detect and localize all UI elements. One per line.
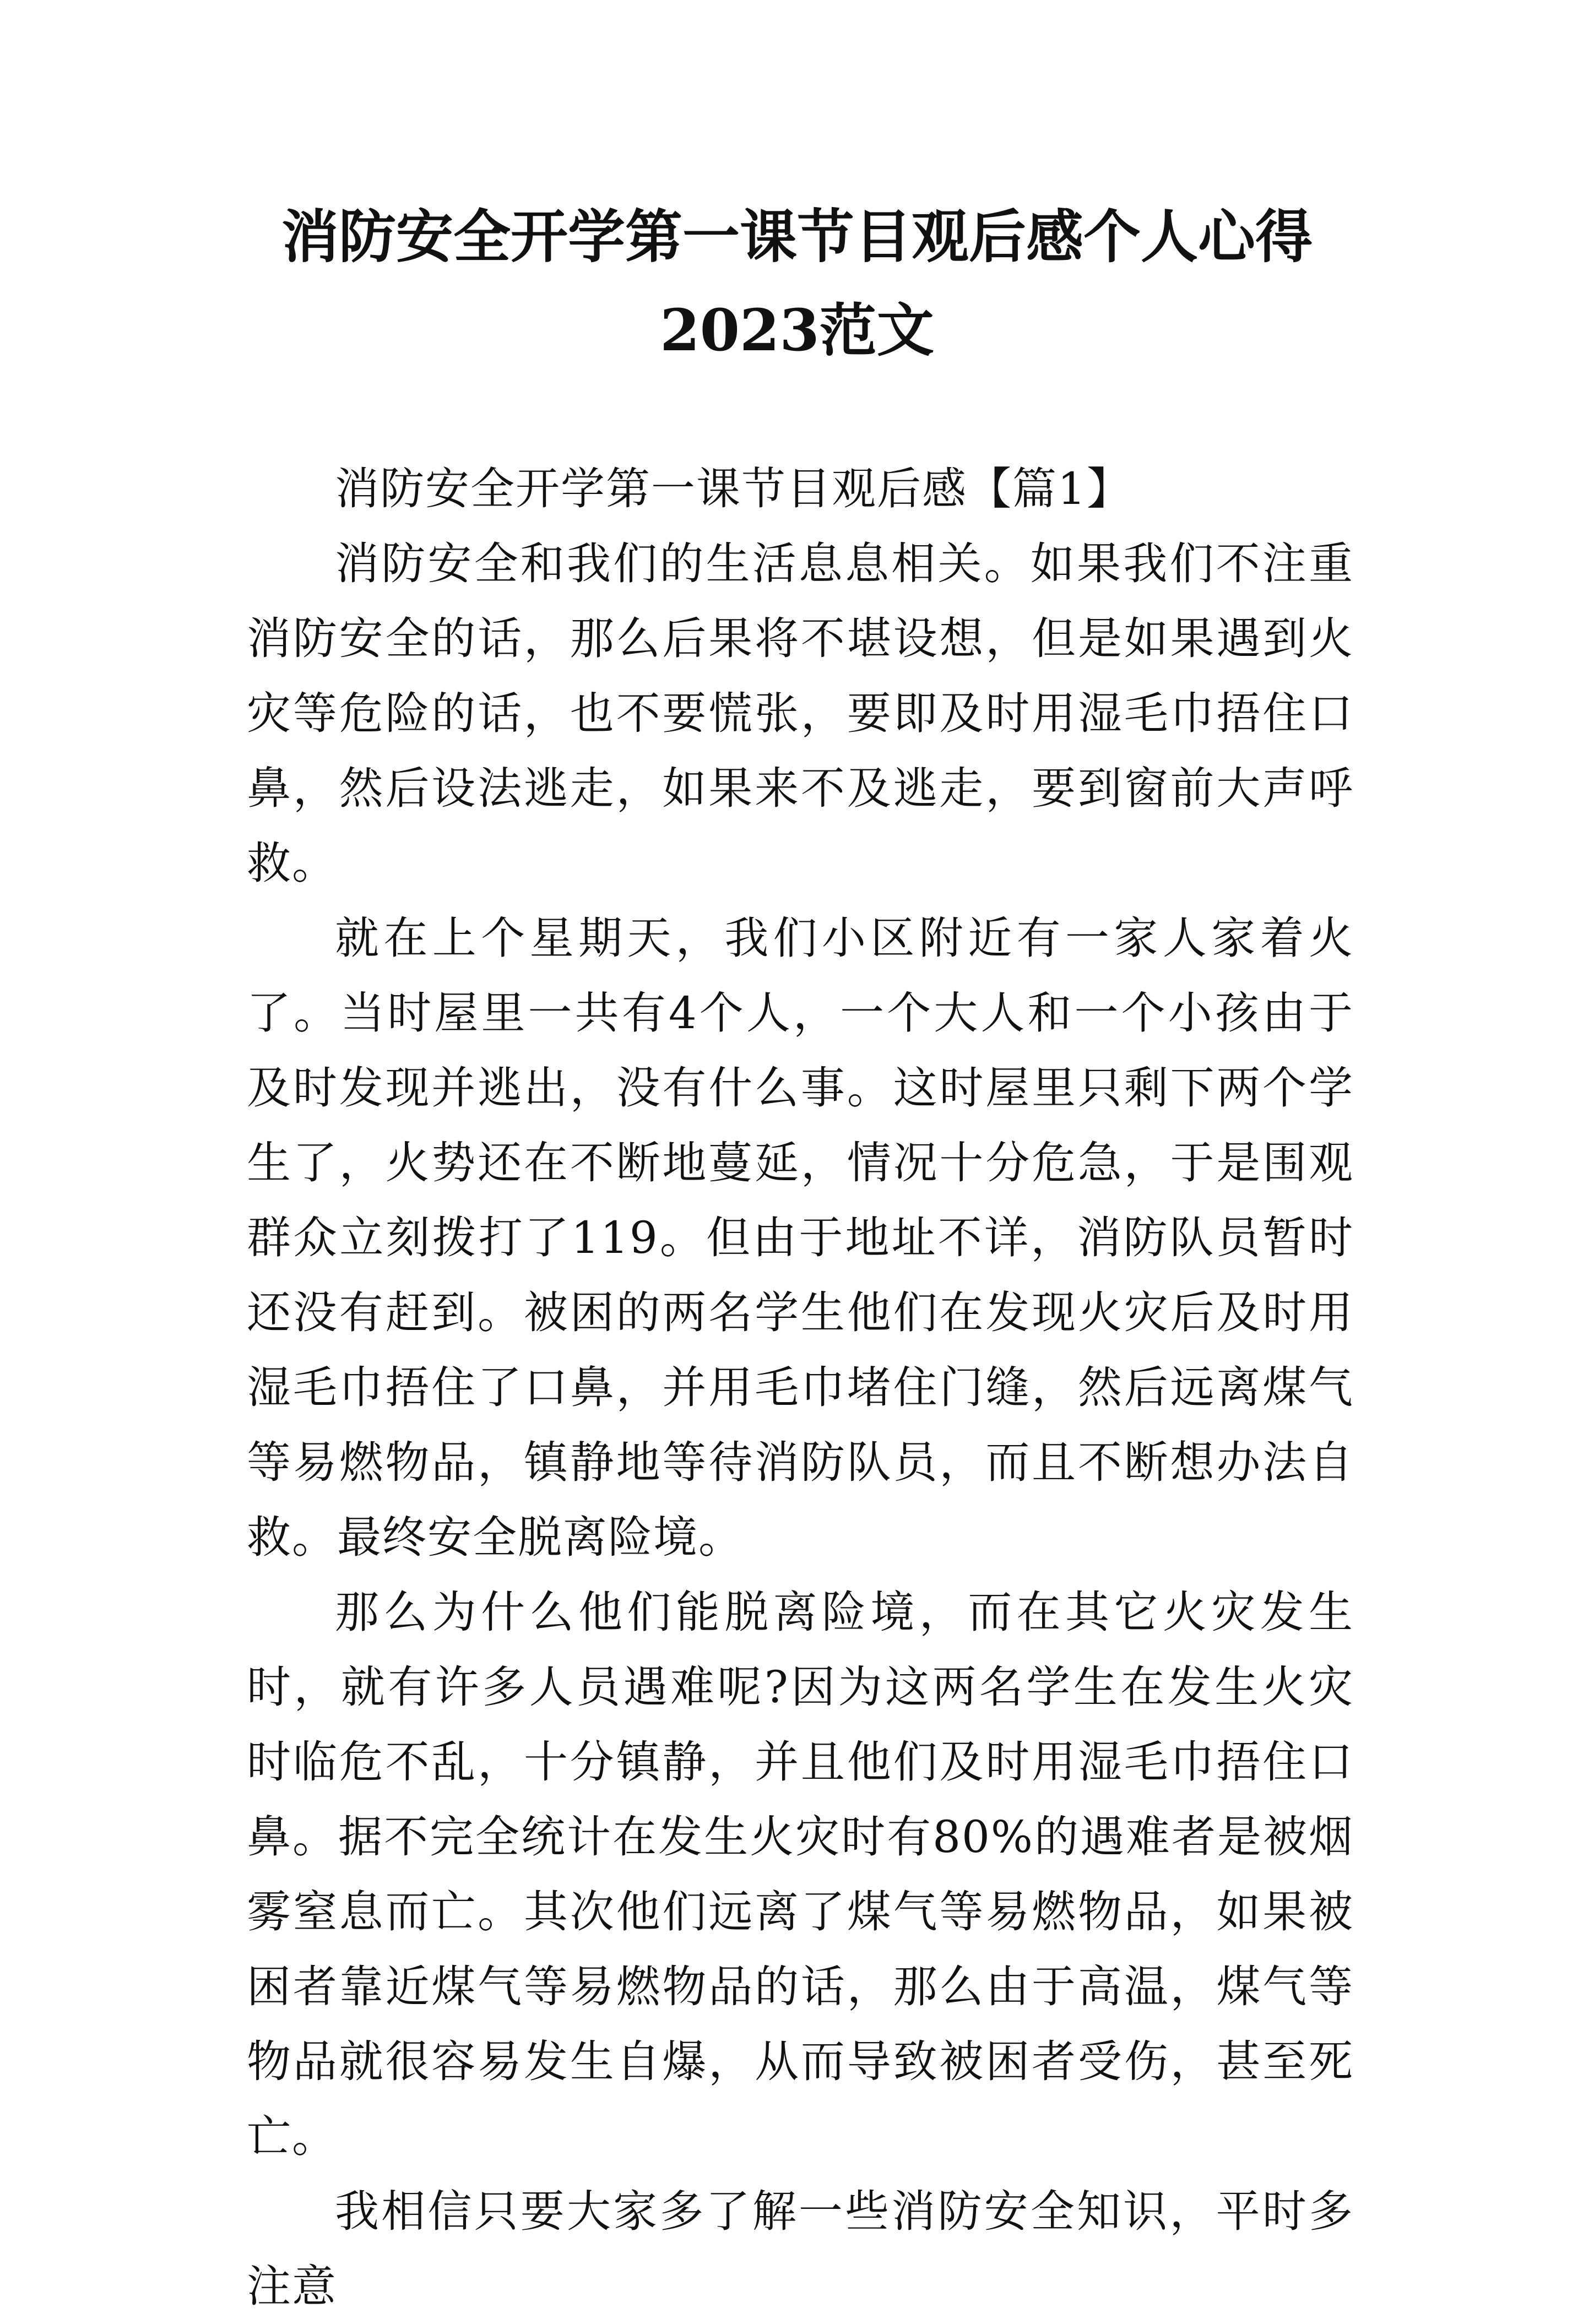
document-title [165, 190, 1429, 377]
title-line-1: 消防安全开学第一课节目观后感个人心得 [281, 203, 1313, 270]
paragraph-4: 我相信只要大家多了解一些消防安全知识，平时多注意 [247, 2186, 1354, 2312]
paragraph-2: 就在上个星期天，我们小区附近有一家人家着火了。当时屋里一共有4个人，一个大人和一个小孩由于及时发现并逃出，没有什么事。这时屋里只剩下两个学生了，火势还在不断地蔓延，情况十分危急，于是围观群众立刻拨打了119。但由于地址不详，消防队员暂时还没有赶到。被困的两名学生他们在发现火灾后及时用湿毛巾捂住了口鼻，并用毛巾堵住门缝，然后远离煤气等易燃物品，镇静地等待消防队员，而且不断想办法自救。最终安全脱离险境。 [247, 913, 1354, 1563]
section-heading: 消防安全开学第一课节目观后感【篇1】 [335, 463, 1132, 514]
title-line-2: 2023范文 [660, 296, 934, 364]
paragraph-3: 那么为什么他们能脱离险境，而在其它火灾发生时，就有许多人员遇难呢?因为这两名学生在发生火灾时临危不乱，十分镇静，并且他们及时用湿毛巾捂住口鼻。据不完全统计在发生火灾时有80%的遇难者是被烟雾窒息而亡。其次他们远离了煤气等易燃物品，如果被困者靠近煤气等易燃物品的话，那么由于高温，煤气等物品就很容易发生自爆，从而导致被困者受伤，甚至死亡。 [247, 1587, 1354, 2162]
document-body [247, 452, 1354, 2324]
paragraph-1: 消防安全和我们的生活息息相关。如果我们不注重消防安全的话，那么后果将不堪设想，但是如果遇到火灾等危险的话，也不要慌张，要即及时用湿毛巾捂住口鼻，然后设法逃走，如果来不及逃走，要到窗前大声呼救。 [247, 538, 1354, 889]
